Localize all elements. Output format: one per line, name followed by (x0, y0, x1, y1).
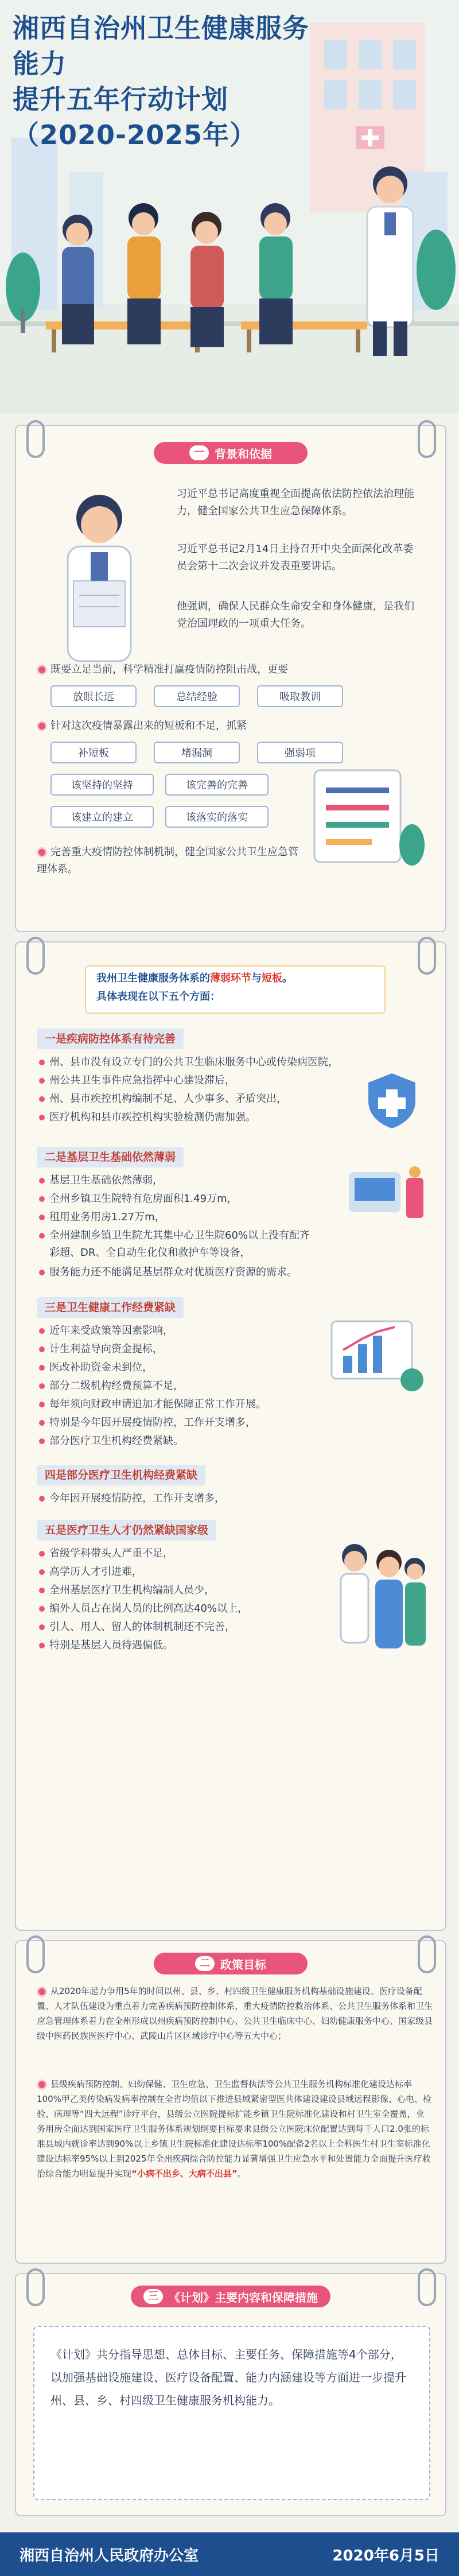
paperclip-icon (418, 937, 436, 975)
paperclip-icon (418, 420, 436, 458)
paragraph-5-text: 针对这次疫情暴露出来的短板和不足，抓紧 (50, 720, 247, 732)
group-1-item: 州、县市疾控机构编制不足、人少事多、矛盾突出， (39, 1091, 349, 1107)
group-5-item: 特别是基层人员待遇偏低。 (39, 1637, 314, 1654)
group-2-item: 全州建制乡镇卫生院尤其集中心卫生院60%以上没有配齐 (39, 1227, 429, 1244)
group-5-item: 省级学科带头人严重不足， (39, 1545, 303, 1562)
group-1-item: 州公共卫生事件应急指挥中心建设滞后， (39, 1072, 349, 1089)
paragraph-2: 习近平总书记2月14日主持召开中央全面深化改革委员会第十二次会议并发表重要讲话。 (177, 543, 414, 572)
group-3-item: 部分二级机构经费预算不足， (39, 1378, 303, 1394)
intro-line-2: 具体表现在以下五个方面： (96, 991, 220, 1003)
doctor-illustration (33, 483, 165, 673)
footer-date: 2020年6月5日 (332, 2547, 439, 2565)
title-line-1: 湘西自治州卫生健康服务能力 (13, 13, 309, 79)
section-background (15, 425, 446, 932)
group-3-item: 每年须向财政申请追加才能保障正常工作开展。 (39, 1396, 337, 1413)
chip-a-3: 吸取教训 (257, 685, 343, 707)
shield-icon (360, 1069, 423, 1132)
group-3-item: 部分医疗卫生机构经费紧缺。 (39, 1433, 337, 1449)
bullet-dot-icon (37, 847, 47, 858)
title-line-2: 提升五年行动计划 (13, 84, 228, 115)
chip-c-1: 该坚持的坚持 (50, 774, 154, 796)
section-label: 《计划》主要内容和保障措施 (169, 2290, 318, 2305)
chip-b-1: 补短板 (50, 742, 137, 763)
paragraph-5 (37, 717, 433, 735)
goal-paragraph-1 (37, 1984, 433, 2043)
paragraph-3: 他强调，确保人民群众生命安全和身体健康，是我们党治国理政的一项重大任务。 (177, 600, 414, 630)
intro-highlight-2: 短板 (262, 972, 282, 984)
paperclip-icon (26, 2268, 45, 2306)
paperclip-icon (418, 2268, 436, 2306)
bullet-dot-icon (37, 721, 47, 731)
section-number: 一 (189, 445, 209, 460)
chip-a-2: 总结经验 (154, 685, 240, 707)
checklist-illustration (291, 765, 429, 868)
section-header (154, 1953, 308, 1974)
group-1-item: 州、县市没有设立专门的公共卫生临床服务中心或传染病医院， (39, 1054, 429, 1070)
intro-text-1: 我州卫生健康服务体系的 (96, 972, 210, 984)
goal-paragraph-2 (37, 2077, 433, 2181)
chip-a-1: 放眼长远 (50, 685, 137, 707)
paragraph-1: 习近平总书记高度重视全面提高依法防控依法治理能力，健全国家公共卫生应急保障体系。 (177, 488, 414, 517)
group-5-item: 编外人员占在岗人员的比例高达40%以上， (39, 1600, 314, 1617)
paragraph-6 (37, 844, 301, 878)
paperclip-icon (26, 937, 45, 975)
title-line-3: （2020-2025年） (13, 119, 257, 150)
group-2-item: 基层卫生基础依然薄弱， (39, 1172, 337, 1189)
intro-line-1 (96, 970, 383, 987)
group-3-item: 特别是今年因开展疫情防控，工作开支增多， (39, 1414, 337, 1431)
chip-b-2: 堵漏洞 (154, 742, 240, 763)
group-1-title: 一是疾病防控体系有待完善 (37, 1029, 184, 1049)
group-5-item: 全州基层医疗卫生机构编制人员少， (39, 1582, 303, 1599)
footer-org: 湘西自治州人民政府办公室 (20, 2547, 199, 2565)
paperclip-icon (418, 1935, 436, 1973)
medical-staff-illustration (320, 1528, 429, 1660)
section-header (154, 442, 308, 464)
group-2-item-cont: 彩超、DR、全自动生化仪和救护车等设备， (49, 1247, 251, 1259)
section-policy-goals (15, 1940, 446, 2264)
medical-equipment-illustration (337, 1161, 429, 1224)
group-3-item: 近年来受政策等因素影响， (39, 1322, 303, 1339)
group-5-title: 五是医疗卫生人才仍然紧缺国家级 (37, 1520, 216, 1541)
bullet-dot-icon (37, 665, 47, 675)
group-2-item: 全州乡镇卫生院特有危房面积1.49万m， (39, 1190, 337, 1207)
paperclip-icon (26, 1935, 45, 1973)
footer (0, 2532, 459, 2576)
section-label: 背景和依据 (215, 447, 272, 461)
goal-slogan-end: 。 (237, 2168, 246, 2179)
analytics-illustration (326, 1316, 429, 1396)
group-5-item: 引人、用人、留人的体制机制还不完善， (39, 1619, 314, 1635)
chip-c-2: 该完善的完善 (165, 774, 269, 796)
section-weak-points (15, 941, 446, 1931)
group-4-title: 四是部分医疗卫生机构经费紧缺 (37, 1465, 205, 1485)
paragraph-4 (37, 661, 433, 678)
goal-slogan: “小病不出乡、大病不出县” (131, 2168, 238, 2179)
chip-d-1: 该建立的建立 (50, 806, 154, 828)
section-number: 二 (195, 1956, 215, 1971)
paragraph-6-text: 完善重大疫情防控体制机制，健全国家公共卫生应急管理体系。 (37, 846, 298, 875)
group-3-item: 医改补助资金未到位， (39, 1359, 303, 1376)
bullet-dot-icon (37, 2080, 47, 2090)
plan-content-text: 《计划》共分指导思想、总体目标、主要任务、保障措施等4个部分，以加强基础设施建设、医疗设备配置、能力内涵建设等方面进一步提升州、县、乡、村四级卫生健康服务机构能力。 (50, 2348, 406, 2407)
section-label: 政策目标 (220, 1957, 266, 1972)
section-plan-content (15, 2273, 446, 2516)
group-5-item: 高学历人才引进难， (39, 1564, 303, 1580)
chip-b-3: 强弱项 (257, 742, 343, 763)
section-header (131, 2286, 330, 2307)
chip-d-2: 该落实的落实 (165, 806, 269, 828)
goal-paragraph-2-text: 县级疾病预防控制、妇幼保健、卫生应急、卫生监督执法等公共卫生服务机构标准化建设达标率100%甲乙类传染病发病率控制在全省均值以下推进县域紧密型医共体建设建设县域远程影像、心电、检验、病理等“四大远程”诊疗平台，县级公立医院提标扩能乡镇卫生院标准化建设和村卫生室全覆盖，业务用房全面达到国家医疗卫生服务体系规划纲要目标要求县级公立医院床位配置达到每千人口2.0张的标准县域内就诊率达到90%以上乡镇卫生院标准化建设达标率100%配备2名以上全科医生村卫生室标准化建设达标率95%以上到2025年全州疾病综合防控能力显著增强卫生应急水平和处置能力全面提升医疗救治综合能力明显提升实现 (37, 2079, 431, 2179)
group-3-title: 三是卫生健康工作经费紧缺 (37, 1297, 184, 1318)
group-4-item: 今年因开展疫情防控，工作开支增多， (39, 1490, 337, 1507)
group-2-item: 服务能力还不能满足基层群众对优质医疗资源的需求。 (39, 1264, 429, 1281)
page-title (13, 10, 311, 153)
section-number: 三 (143, 2289, 163, 2304)
group-2-title: 二是基层卫生基础依然薄弱 (37, 1147, 184, 1167)
bullet-dot-icon (37, 1987, 47, 1997)
paperclip-icon (26, 420, 45, 458)
group-2-item: 租用业务用房1.27万m， (39, 1209, 337, 1225)
group-3-item: 计生利益导向资金提标， (39, 1341, 303, 1357)
intro-text-end: 。 (282, 972, 293, 984)
intro-highlight-1: 薄弱环节 (210, 972, 251, 984)
intro-text-mid: 与 (251, 972, 262, 984)
group-1-item: 医疗机构和县市疾控机构实验检测仍需加强。 (39, 1109, 349, 1126)
goal-paragraph-1-text: 从2020年起力争用5年的时间以州、县、乡、村四级卫生健康服务机构基础设施建设、医疗设备配置、人才队伍建设为重点着力完善疾病预防控制体系、重大疫情防控救治体系、公共卫生服务体系和卫生应急管理体系着力在全州形成以州疾病预防控制中心、公共卫生临床中心、妇幼健康服务中心、国家级县级中医药民族医医疗中心、武陵山片区区域诊疗中心等五大中心； (37, 1986, 433, 2041)
paragraph-4-text: 既要立足当前，科学精准打赢疫情防控阻击战，更要 (50, 664, 288, 676)
